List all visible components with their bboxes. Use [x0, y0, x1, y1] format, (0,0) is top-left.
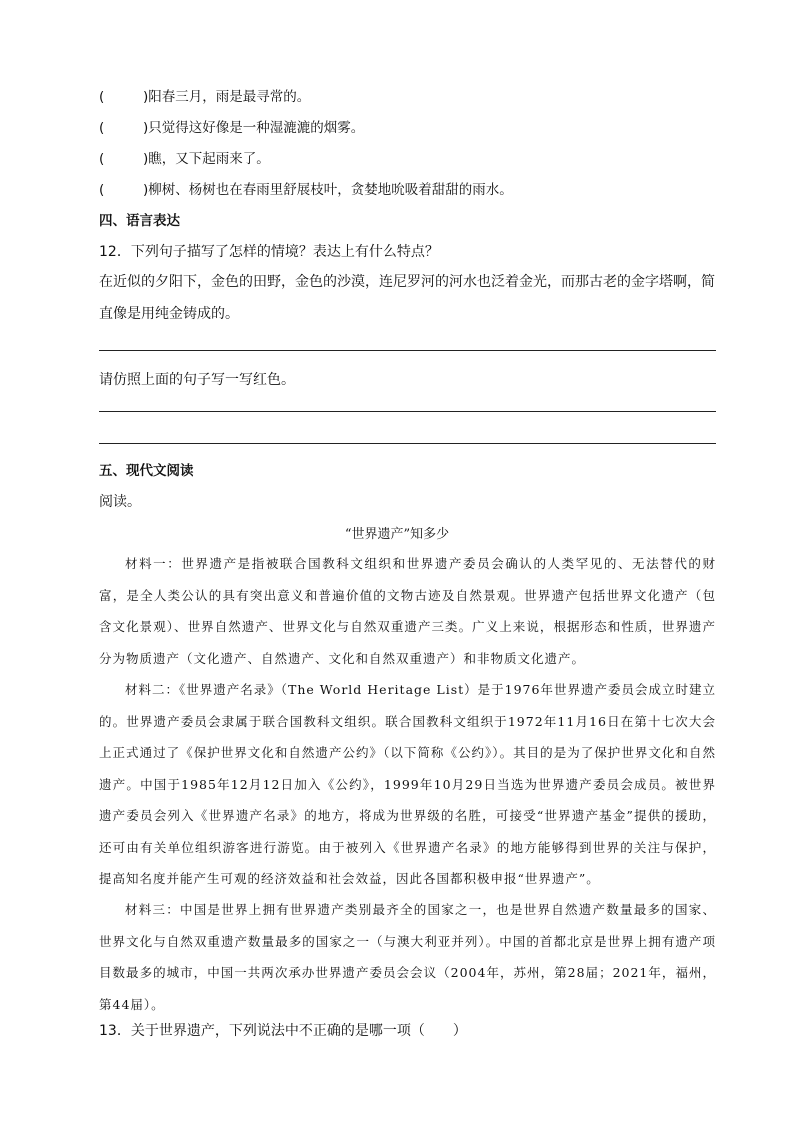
blank-line-2: ( )只觉得这好像是一种湿漉漉的烟雾。	[99, 120, 365, 136]
imitate-prompt: 请仿照上面的句子写一写红色。	[99, 372, 295, 388]
section-heading-4: 四、语言表达	[99, 213, 180, 229]
answer-line[interactable]	[99, 443, 716, 444]
passage-line-2: 直像是用纯金铸成的。	[99, 306, 239, 322]
question-13: 13．关于世界遗产，下列说法中不正确的是哪一项（ ）	[99, 1023, 467, 1039]
material-3: 材料三：中国是世界上拥有世界遗产类别最齐全的国家之一，也是世界自然遗产数量最多的国家、世界文化与自然双重遗产数量最多的国家之一（与澳大利亚并列）。中国的首都北京是世界上拥有遗产项目数最多的城市，中国一共两次承办世界遗产委员会会议（2004年，苏州，第28届；2021年，福州，第44届）。	[99, 902, 716, 1012]
question-12: 12．下列句子描写了怎样的情境？表达上有什么特点？	[99, 244, 439, 260]
answer-blank[interactable]: (	[99, 120, 105, 136]
answer-blank[interactable]: (	[99, 89, 105, 105]
answer-blank[interactable]: (	[99, 182, 105, 198]
answer-line[interactable]	[99, 411, 716, 412]
material-1: 材料一：世界遗产是指被联合国教科文组织和世界遗产委员会确认的人类罕见的、无法替代的财富，是全人类公认的具有突出意义和普遍价值的文物古迹及自然景观。世界遗产包括世界文化遗产（包含文化景观）、世界自然遗产、世界文化与自然双重遗产三类。广义上来说，根据形态和性质，世界遗产分为物质遗产（文化遗产、自然遗产、文化和自然双重遗产）和非物质文化遗产。	[99, 556, 716, 666]
reading-instruction: 阅读。	[99, 494, 141, 510]
passage-line-1: 在近似的夕阳下，金色的田野，金色的沙漠，连尼罗河的河水也泛着金光，而那古老的金字塔啊，简	[99, 274, 715, 290]
material-2: 材料二：《世界遗产名录》（The World Heritage List）是于1976年世界遗产委员会成立时建立的。世界遗产委员会隶属于联合国教科文组织。联合国教科文组织于1972年11月16日在第十七次大会上正式通过了《保护世界文化和自然遗产公约》（以下简称《公约》）。其目的是为了保护世界文化和自然遗产。中国于1985年12月12日加入《公约》，1999年10月29日当选为世界遗产委员会成员。被世界遗产委员会列入《世界遗产名录》的地方，将成为世界级的名胜，可接受“世界遗产基金”提供的援助，还可由有关单位组织游客进行游览。由于被列入《世界遗产名录》的地方能够得到世界的关注与保护，提高知名度并能产生可观的经济效益和社会效益，因此各国都积极申报“世界遗产”。	[99, 682, 716, 886]
answer-line[interactable]	[99, 350, 716, 351]
blank-line-4: ( )柳树、杨树也在春雨里舒展枝叶，贪婪地吮吸着甜甜的雨水。	[99, 182, 513, 198]
section-heading-5: 五、现代文阅读	[99, 463, 194, 479]
article-title: “世界遗产”知多少	[344, 527, 450, 542]
blank-line-3: ( )瞧，又下起雨来了。	[99, 151, 270, 167]
blank-line-1: ( )阳春三月，雨是最寻常的。	[99, 89, 311, 105]
answer-blank[interactable]: (	[99, 151, 105, 167]
